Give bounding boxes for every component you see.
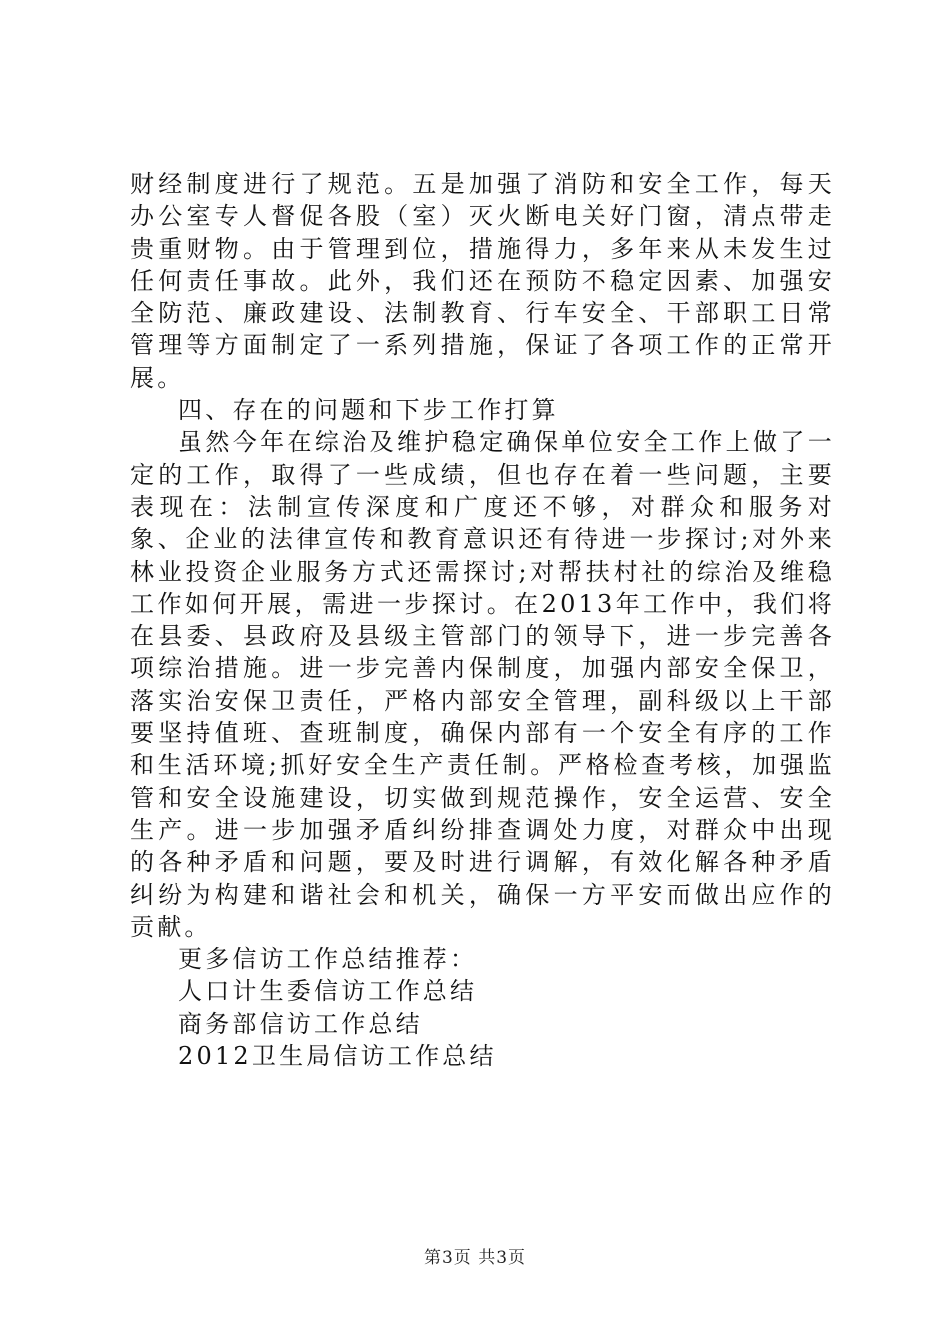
recommendation-item: 人口计生委信访工作总结	[178, 977, 478, 1006]
recommendation-item: 2012卫生局信访工作总结	[178, 1042, 497, 1071]
paragraph-continuation: 财经制度进行了规范。五是加强了消防和安全工作，每天办公室专人督促各股（室）灭火断电关好门窗，清点带走贵重财物。由于管理到位，措施得力，多年来从未发生过任何责任事故。此外，我们还在预防不稳定因素、加强安全防范、廉政建设、法制教育、行车安全、干部职工日常管理等方面制定了一系列措施，保证了各项工作的正常开展。	[130, 170, 835, 392]
page-footer	[0, 1243, 950, 1268]
document-body	[130, 168, 835, 1072]
recommendation-item: 商务部信访工作总结	[178, 1009, 423, 1038]
section-heading: 四、存在的问题和下步工作打算	[178, 396, 559, 425]
paragraph-problems: 虽然今年在综治及维护稳定确保单位安全工作上做了一定的工作，取得了一些成绩，但也存在着一些问题，主要表现在：法制宣传深度和广度还不够，对群众和服务对象、企业的法律宣传和教育意识还有待进一步探讨;对外来林业投资企业服务方式还需探讨;对帮扶村社的综治及维稳工作如何开展，需进一步探讨。在2013年工作中，我们将在县委、县政府及县级主管部门的领导下，进一步完善各项综治措施。进一步完善内保制度，加强内部安全保卫，落实治安保卫责任，严格内部安全管理，副科级以上干部要坚持值班、查班制度，确保内部有一个安全有序的工作和生活环境;抓好安全生产责任制。严格检查考核，加强监管和安全设施建设，切实做到规范操作，安全运营、安全生产。进一步加强矛盾纠纷排查调处力度，对群众中出现的各种矛盾和问题，要及时进行调解，有效化解各种矛盾纠纷为构建和谐社会和机关，确保一方平安而做出应作的贡献。	[130, 428, 835, 941]
recommendation-heading: 更多信访工作总结推荐：	[178, 945, 478, 974]
page-number-label: 第3页 共3页	[423, 1248, 527, 1268]
